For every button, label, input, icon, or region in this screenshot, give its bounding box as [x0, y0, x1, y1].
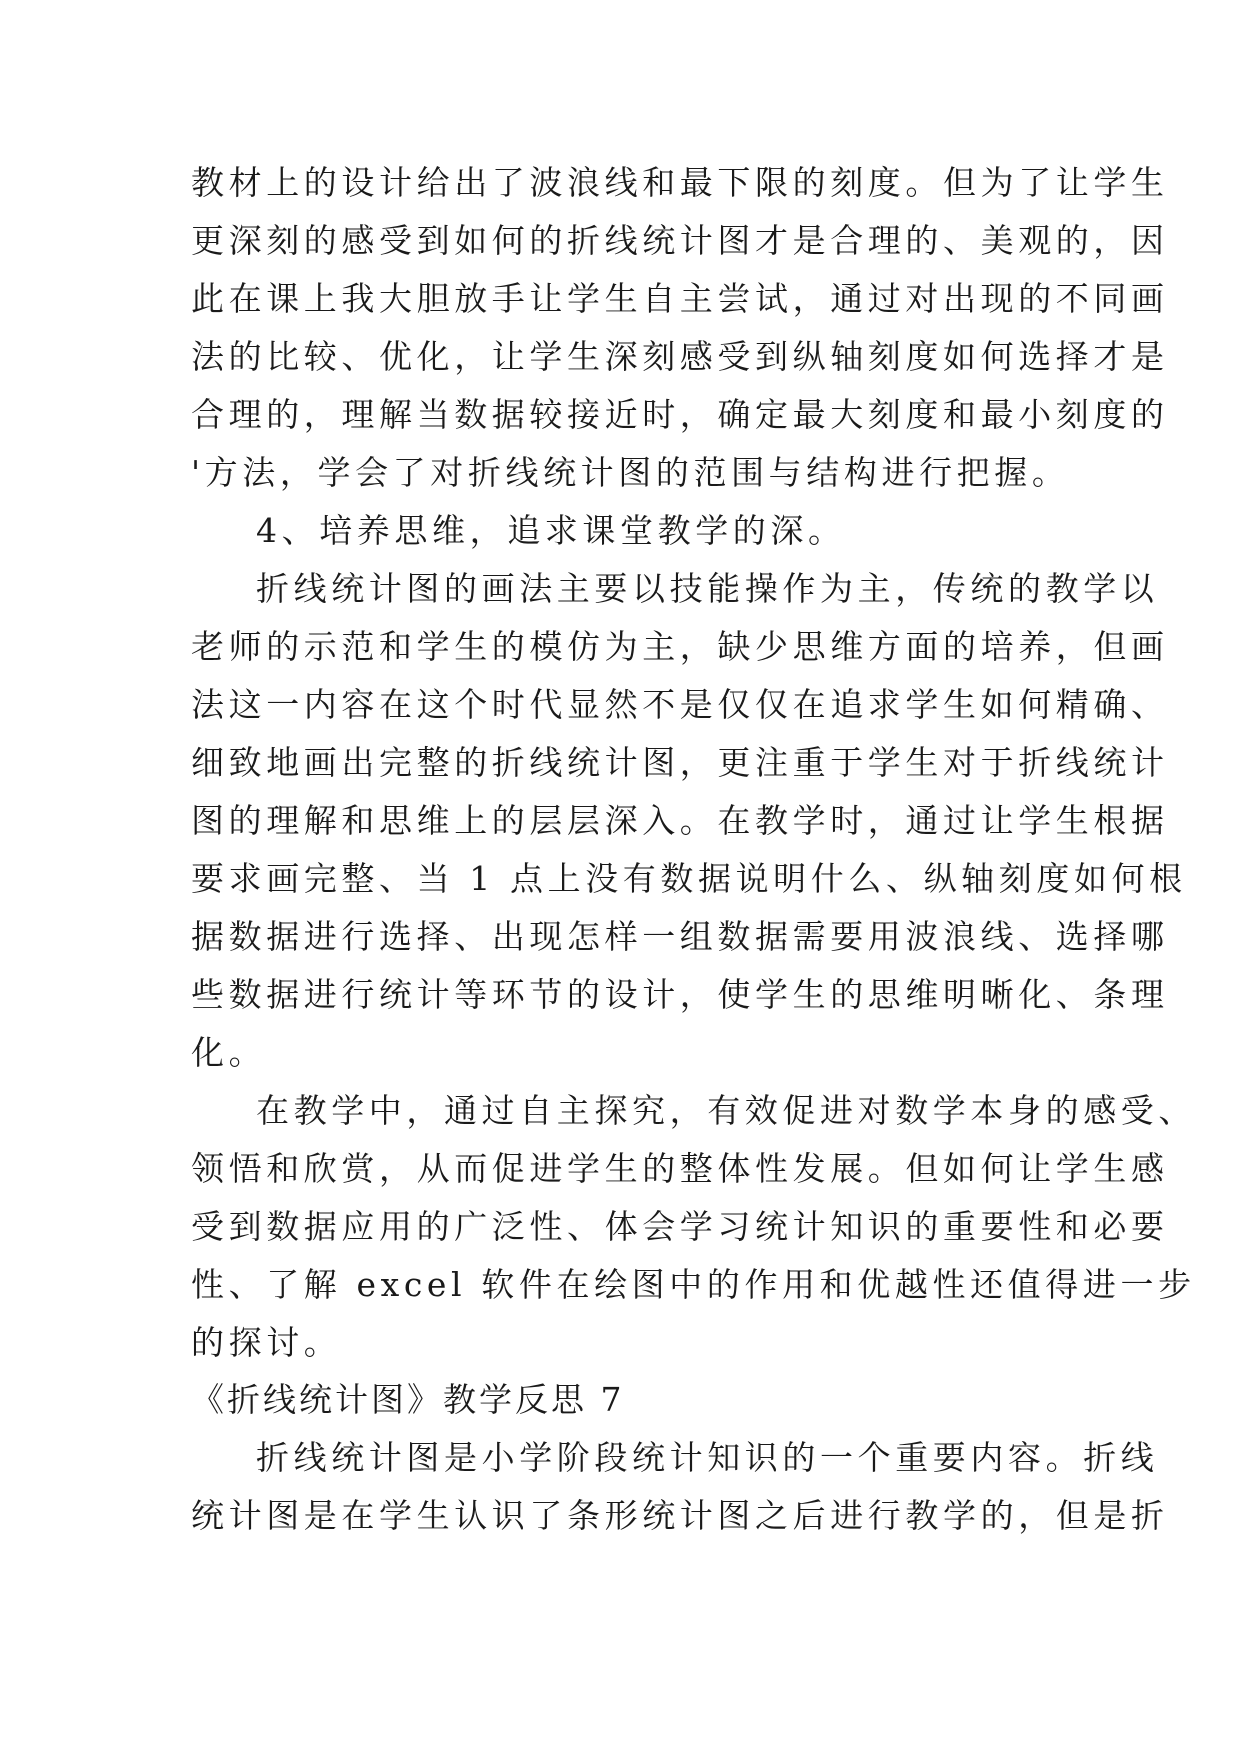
- paragraph-line: 此在课上我大胆放手让学生自主尝试，通过对出现的不同画: [191, 279, 1169, 318]
- paragraph-line: 更深刻的感受到如何的折线统计图才是合理的、美观的，因: [191, 221, 1169, 260]
- paragraph-line: 图的理解和思维上的层层深入。在教学时，通过让学生根据: [191, 801, 1169, 840]
- section-heading: 4、培养思维，追求课堂教学的深。: [256, 511, 846, 550]
- paragraph-line: 的探讨。: [191, 1323, 342, 1362]
- paragraph-line: 领悟和欣赏，从而促进学生的整体性发展。但如何让学生感: [191, 1149, 1169, 1188]
- paragraph-line: 合理的，理解当数据较接近时，确定最大刻度和最小刻度的: [191, 395, 1169, 434]
- paragraph-line: 法的比较、优化，让学生深刻感受到纵轴刻度如何选择才是: [191, 337, 1169, 376]
- paragraph-line: 法这一内容在这个时代显然不是仅仅在追求学生如何精确、: [191, 685, 1169, 724]
- paragraph-line: 折线统计图是小学阶段统计知识的一个重要内容。折线: [256, 1438, 1159, 1477]
- section-title: 《折线统计图》教学反思 7: [191, 1380, 625, 1419]
- paragraph-line: 教材上的设计给出了波浪线和最下限的刻度。但为了让学生: [191, 163, 1169, 202]
- paragraph-line: 要求画完整、当 1 点上没有数据说明什么、纵轴刻度如何根: [191, 859, 1187, 898]
- paragraph-line: 老师的示范和学生的模仿为主，缺少思维方面的培养，但画: [191, 627, 1169, 666]
- paragraph-line: 受到数据应用的广泛性、体会学习统计知识的重要性和必要: [191, 1207, 1169, 1246]
- paragraph-line: 折线统计图的画法主要以技能操作为主，传统的教学以: [256, 569, 1159, 608]
- paragraph-line: 据数据进行选择、出现怎样一组数据需要用波浪线、选择哪: [191, 917, 1169, 956]
- paragraph-line: 统计图是在学生认识了条形统计图之后进行教学的，但是折: [191, 1496, 1169, 1535]
- paragraph-line: 化。: [191, 1033, 267, 1072]
- paragraph-line: '方法，学会了对折线统计图的范围与结构进行把握。: [191, 453, 1070, 492]
- paragraph-line: 性、了解 excel 软件在绘图中的作用和优越性还值得进一步: [191, 1265, 1196, 1304]
- paragraph-line: 细致地画出完整的折线统计图，更注重于学生对于折线统计: [191, 743, 1169, 782]
- paragraph-line: 在教学中，通过自主探究，有效促进对数学本身的感受、: [256, 1091, 1196, 1130]
- paragraph-line: 些数据进行统计等环节的设计，使学生的思维明晰化、条理: [191, 975, 1169, 1014]
